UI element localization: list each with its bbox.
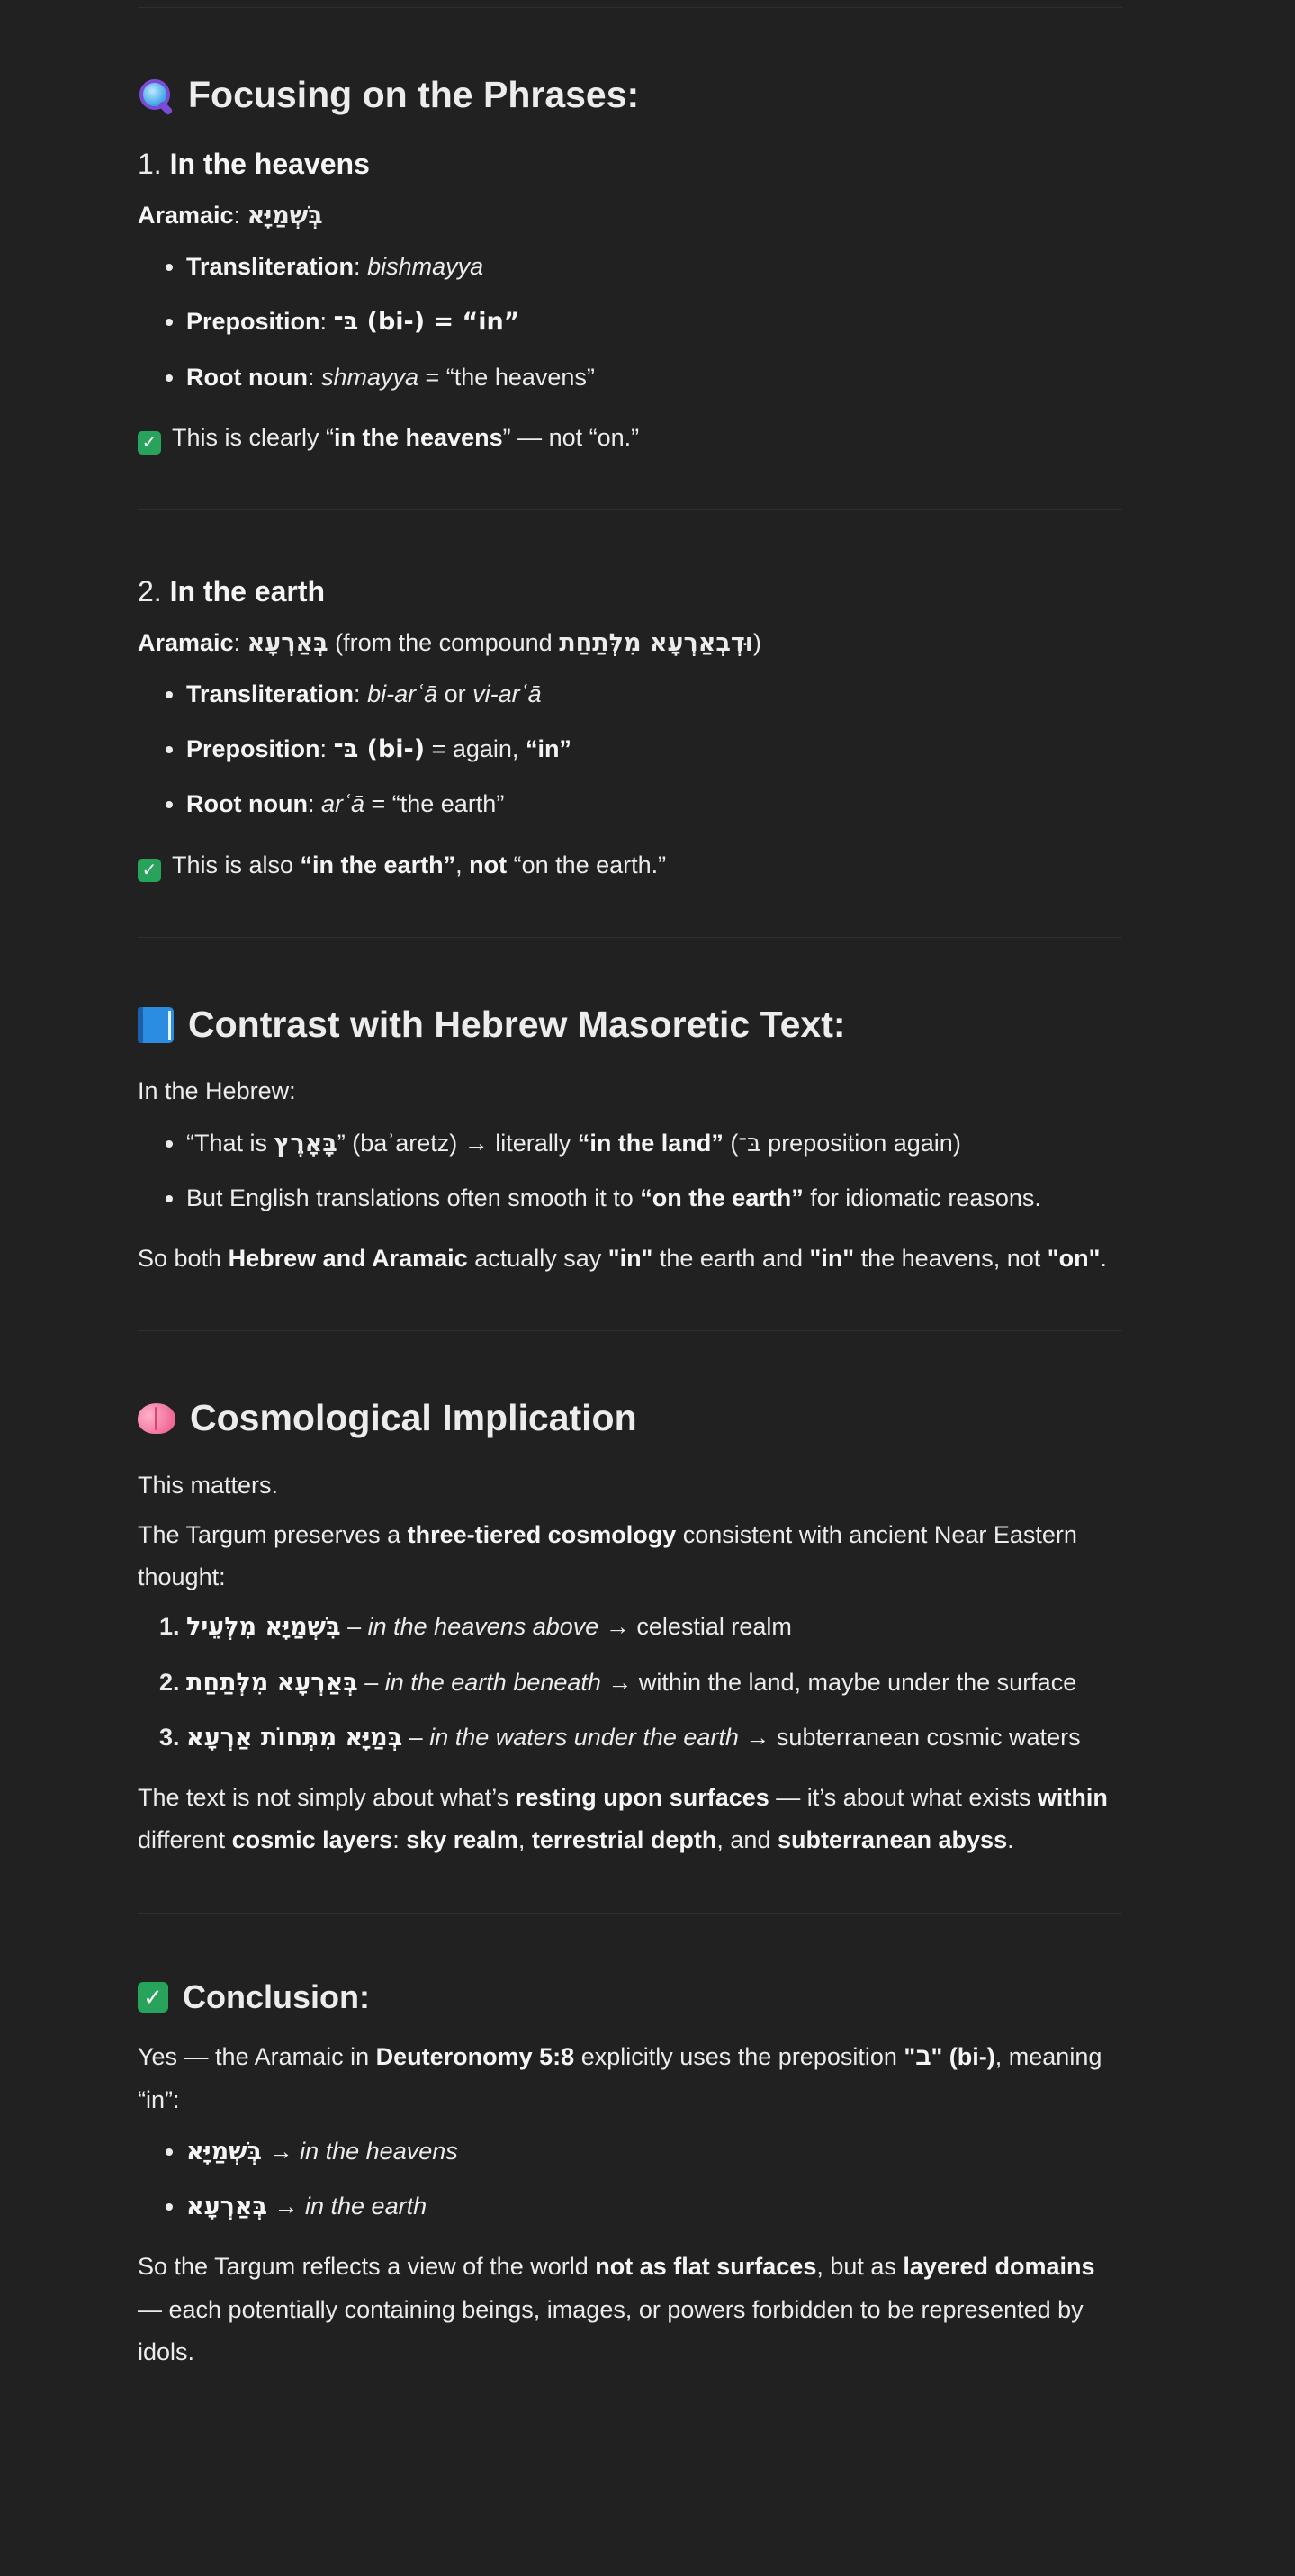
paragraph: The Targum preserves a three-tiered cosmology consistent with ancient Near Eastern thought: xyxy=(138,1520,1077,1591)
aramaic-word: בְּשְׁמַיָּא xyxy=(247,201,323,230)
divider xyxy=(138,7,1122,8)
aramaic-word: בְּאַרְעָא xyxy=(247,628,328,657)
paragraph: This matters. xyxy=(138,1471,279,1499)
paragraph: The text is not simply about what’s resting upon surfaces — it’s about what exists within different cosmic layers: sky realm, terrestrial depth, and subterranean abyss. xyxy=(138,1784,1108,1854)
section-heading-conclusion xyxy=(138,1977,1122,2019)
divider xyxy=(138,937,1122,938)
list-item: • Transliteration: bishmayya xyxy=(186,246,1122,288)
paragraph: In the Hebrew: xyxy=(138,1077,296,1105)
heading-text: Focusing on the Phrases: xyxy=(188,74,640,115)
magnifying-glass-icon xyxy=(138,77,174,113)
paragraph: So the Targum reflects a view of the world not as flat surfaces, but as layered domains — each potentially containing beings, images, or powers forbidden to be represented by idols. xyxy=(138,2253,1095,2365)
section-heading-phrases xyxy=(138,71,1122,119)
chat-message-content xyxy=(138,7,1122,2373)
divider xyxy=(138,509,1122,510)
phrase-details-list xyxy=(138,673,1122,826)
divider xyxy=(138,1913,1122,1914)
contrast-list xyxy=(138,1122,1122,1220)
conclusion-list xyxy=(138,2130,1122,2229)
check-note: ✓ This is clearly “in the heavens” — not “on.” xyxy=(138,417,1122,459)
check-mark-icon: ✓ xyxy=(138,859,161,882)
aramaic-line: Aramaic: בְּשְׁמַיָּא xyxy=(138,201,323,230)
paragraph: So both Hebrew and Aramaic actually say "in" the earth and "in" the heavens, not "on". xyxy=(138,1245,1107,1273)
list-item: • But English translations often smooth it to “on the earth” for idiomatic reasons. xyxy=(186,1177,1122,1220)
divider xyxy=(138,1330,1122,1331)
brain-icon xyxy=(138,1403,175,1434)
list-item: 3. בְּמַיָּא מִתְּחוֹת אַרְעָא – in the waters under the earth → subterranean cosmic waters xyxy=(186,1716,1122,1759)
aramaic-line: Aramaic: בְּאַרְעָא (from the compound וּדְבְאַרְעָא מִלְּתַחַת) xyxy=(138,628,762,657)
section-heading-contrast xyxy=(138,1001,1122,1049)
list-item: 2. בְּאַרְעָא מִלְּתַחַת – in the earth beneath → within the land, maybe under the surface xyxy=(186,1662,1122,1704)
list-item: • Transliteration: bi-arʿā or vi-arʿā xyxy=(186,673,1122,716)
subheading-in-the-heavens: 1. In the heavens xyxy=(138,148,370,181)
list-item: • Preposition: בּ־ (bi-) = “in” xyxy=(186,301,1122,343)
heading-text: Conclusion: xyxy=(183,1977,370,2015)
list-item: 1. בִּשְׁמַיָּא מִלְּעֵיל – in the heavens above → celestial realm xyxy=(186,1606,1122,1648)
check-note: ✓ This is also “in the earth”, not “on the earth.” xyxy=(138,844,1122,887)
cosmology-tiers-list xyxy=(138,1606,1122,1759)
blue-book-icon xyxy=(138,1007,174,1043)
subheading-in-the-earth: 2. In the earth xyxy=(138,575,326,608)
heading-text: Contrast with Hebrew Masoretic Text: xyxy=(188,1003,846,1045)
heading-text: Cosmological Implication xyxy=(190,1397,637,1439)
paragraph: Yes — the Aramaic in Deuteronomy 5:8 explicitly uses the preposition "ב" (bi-), meaning “in”: xyxy=(138,2043,1102,2113)
list-item: • בְּשְׁמַיָּא → in the heavens xyxy=(186,2130,1122,2173)
list-item: • בְּאַרְעָא → in the earth xyxy=(186,2185,1122,2228)
list-item: • Root noun: shmayya = “the heavens” xyxy=(186,356,1122,399)
section-heading-cosmology xyxy=(138,1394,1122,1442)
list-item: • Preposition: בּ־ (bi-) = again, “in” xyxy=(186,728,1122,770)
list-item: • Root noun: arʿā = “the earth” xyxy=(186,783,1122,825)
check-mark-icon: ✓ xyxy=(138,431,161,455)
list-item: • “That is בָּאָרֶץ” (baʾaretz) → literally “in the land” (בּ־ preposition again) xyxy=(186,1122,1122,1165)
check-mark-icon: ✓ xyxy=(138,1982,168,2013)
phrase-details-list xyxy=(138,246,1122,399)
